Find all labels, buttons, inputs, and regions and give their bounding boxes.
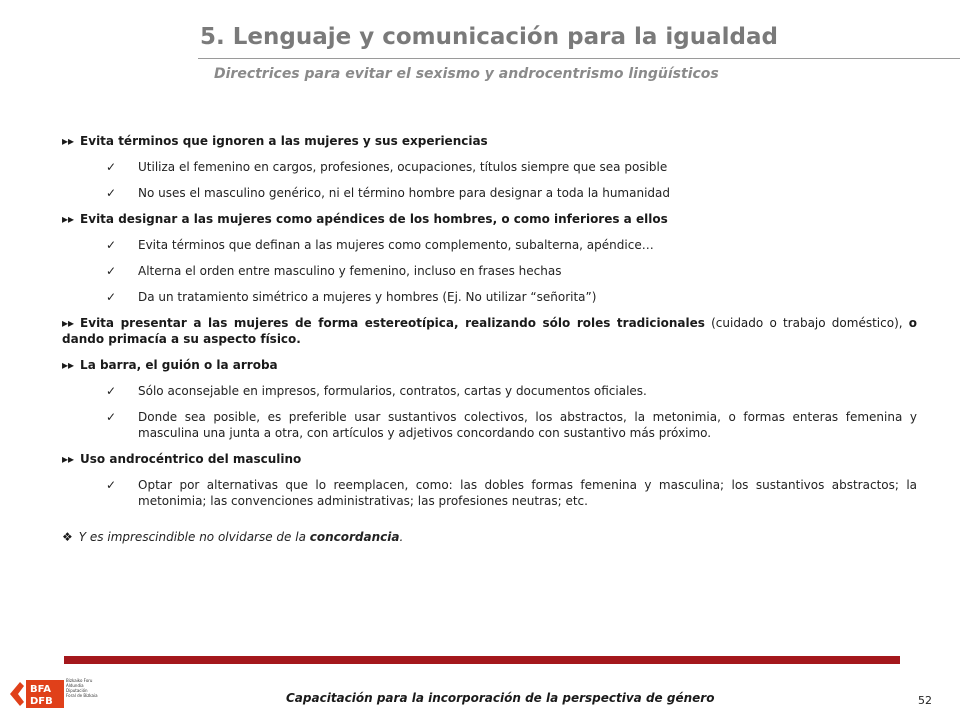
checkmark-icon: ✓ (106, 186, 117, 200)
page-title: 5. Lenguaje y comunicación para la igualdad (200, 24, 778, 50)
logo-line2: DFB (30, 696, 53, 707)
checkmark-icon: ✓ (106, 238, 117, 252)
list-item-text: Sólo aconsejable en impresos, formularios, contratos, cartas y documentos oficiales. (138, 384, 647, 398)
list-item (62, 477, 917, 509)
list-item-text: Da un tratamiento simétrico a mujeres y hombres (Ej. No utilizar “señorita”) (138, 290, 597, 304)
logo-caption (66, 678, 98, 698)
logo-caption-line: Foral de Bizkaia (66, 693, 98, 698)
logo-caption-line: Diputación (66, 688, 88, 693)
section-heading-text: Uso androcéntrico del masculino (80, 452, 302, 466)
list-item (62, 159, 917, 175)
footer-accent-bar (64, 656, 900, 664)
title-divider (198, 58, 960, 59)
checkmark-icon: ✓ (106, 410, 117, 424)
double-arrow-right-icon: ▸▸ (62, 316, 75, 330)
section-heading-text: La barra, el guión o la arroba (80, 358, 278, 372)
closing-note (62, 529, 917, 545)
list-item-text: Donde sea posible, es preferible usar sustantivos colectivos, los abstractos, la metonimia, o formas enteras femenina y masculina una junta a otra, con artículos y adjetivos concordando con sustantivo más próximo. (138, 410, 917, 440)
double-arrow-right-icon: ▸▸ (62, 358, 75, 372)
double-arrow-right-icon: ▸▸ (62, 212, 75, 226)
footer-text: Capacitación para la incorporación de la perspectiva de género (286, 691, 715, 705)
logo-caption-line: Bizkaiko Foru (66, 678, 93, 683)
page-subtitle: Directrices para evitar el sexismo y androcentrismo lingüísticos (214, 66, 719, 82)
section-heading-text: Evita designar a las mujeres como apéndices de los hombres, o como inferiores a ellos (80, 212, 668, 226)
list-item-text: Evita términos que definan a las mujeres como complemento, subalterna, apéndice… (138, 238, 654, 252)
list-item (62, 289, 917, 305)
closing-note-emphasis: concordancia (309, 530, 400, 544)
checkmark-icon: ✓ (106, 160, 117, 174)
list-item-text: Alterna el orden entre masculino y femenino, incluso en frases hechas (138, 264, 562, 278)
closing-note-text: Y es imprescindible no olvidarse de la (78, 530, 310, 544)
guidelines-list (62, 133, 917, 545)
checkmark-icon: ✓ (106, 478, 117, 492)
list-item-text: Utiliza el femenino en cargos, profesiones, ocupaciones, títulos siempre que sea posible (138, 160, 668, 174)
checkmark-icon: ✓ (106, 384, 117, 398)
list-item (62, 383, 917, 399)
section-heading (62, 451, 917, 467)
list-item (62, 185, 917, 201)
double-arrow-right-icon: ▸▸ (62, 452, 75, 466)
section-heading-note: (cuidado o trabajo doméstico), (704, 316, 909, 330)
section-heading (62, 357, 917, 373)
section-heading-text: Evita términos que ignoren a las mujeres y sus experiencias (80, 134, 488, 148)
list-item (62, 409, 917, 441)
section-heading-text: , realizando sólo roles tradicionales (454, 316, 705, 330)
four-diamond-icon: ❖ (62, 530, 73, 544)
section-heading-text: Evita presentar a las mujeres de forma estereotípica (80, 316, 455, 330)
section-heading (62, 211, 917, 227)
double-arrow-right-icon: ▸▸ (62, 134, 75, 148)
list-item-text: Optar por alternativas que lo reemplacen, como: las dobles formas femenina y masculina; los sustantivos abstractos; la metonimia; las convenciones administrativas; las profesiones neutras; etc. (138, 478, 917, 508)
list-item-text: No uses el masculino genérico, ni el término hombre para designar a toda la humanidad (138, 186, 670, 200)
page-number: 52 (918, 694, 932, 707)
list-item (62, 263, 917, 279)
checkmark-icon: ✓ (106, 264, 117, 278)
logo-line1: BFA (30, 684, 52, 695)
section-heading-text: o dando primacía a su aspecto físico. (62, 316, 917, 346)
checkmark-icon: ✓ (106, 290, 117, 304)
closing-note-end: . (399, 530, 404, 544)
list-item (62, 237, 917, 253)
logo-caption-line: Aldundia (66, 683, 84, 688)
section-heading (62, 133, 917, 149)
section-heading (62, 315, 917, 347)
